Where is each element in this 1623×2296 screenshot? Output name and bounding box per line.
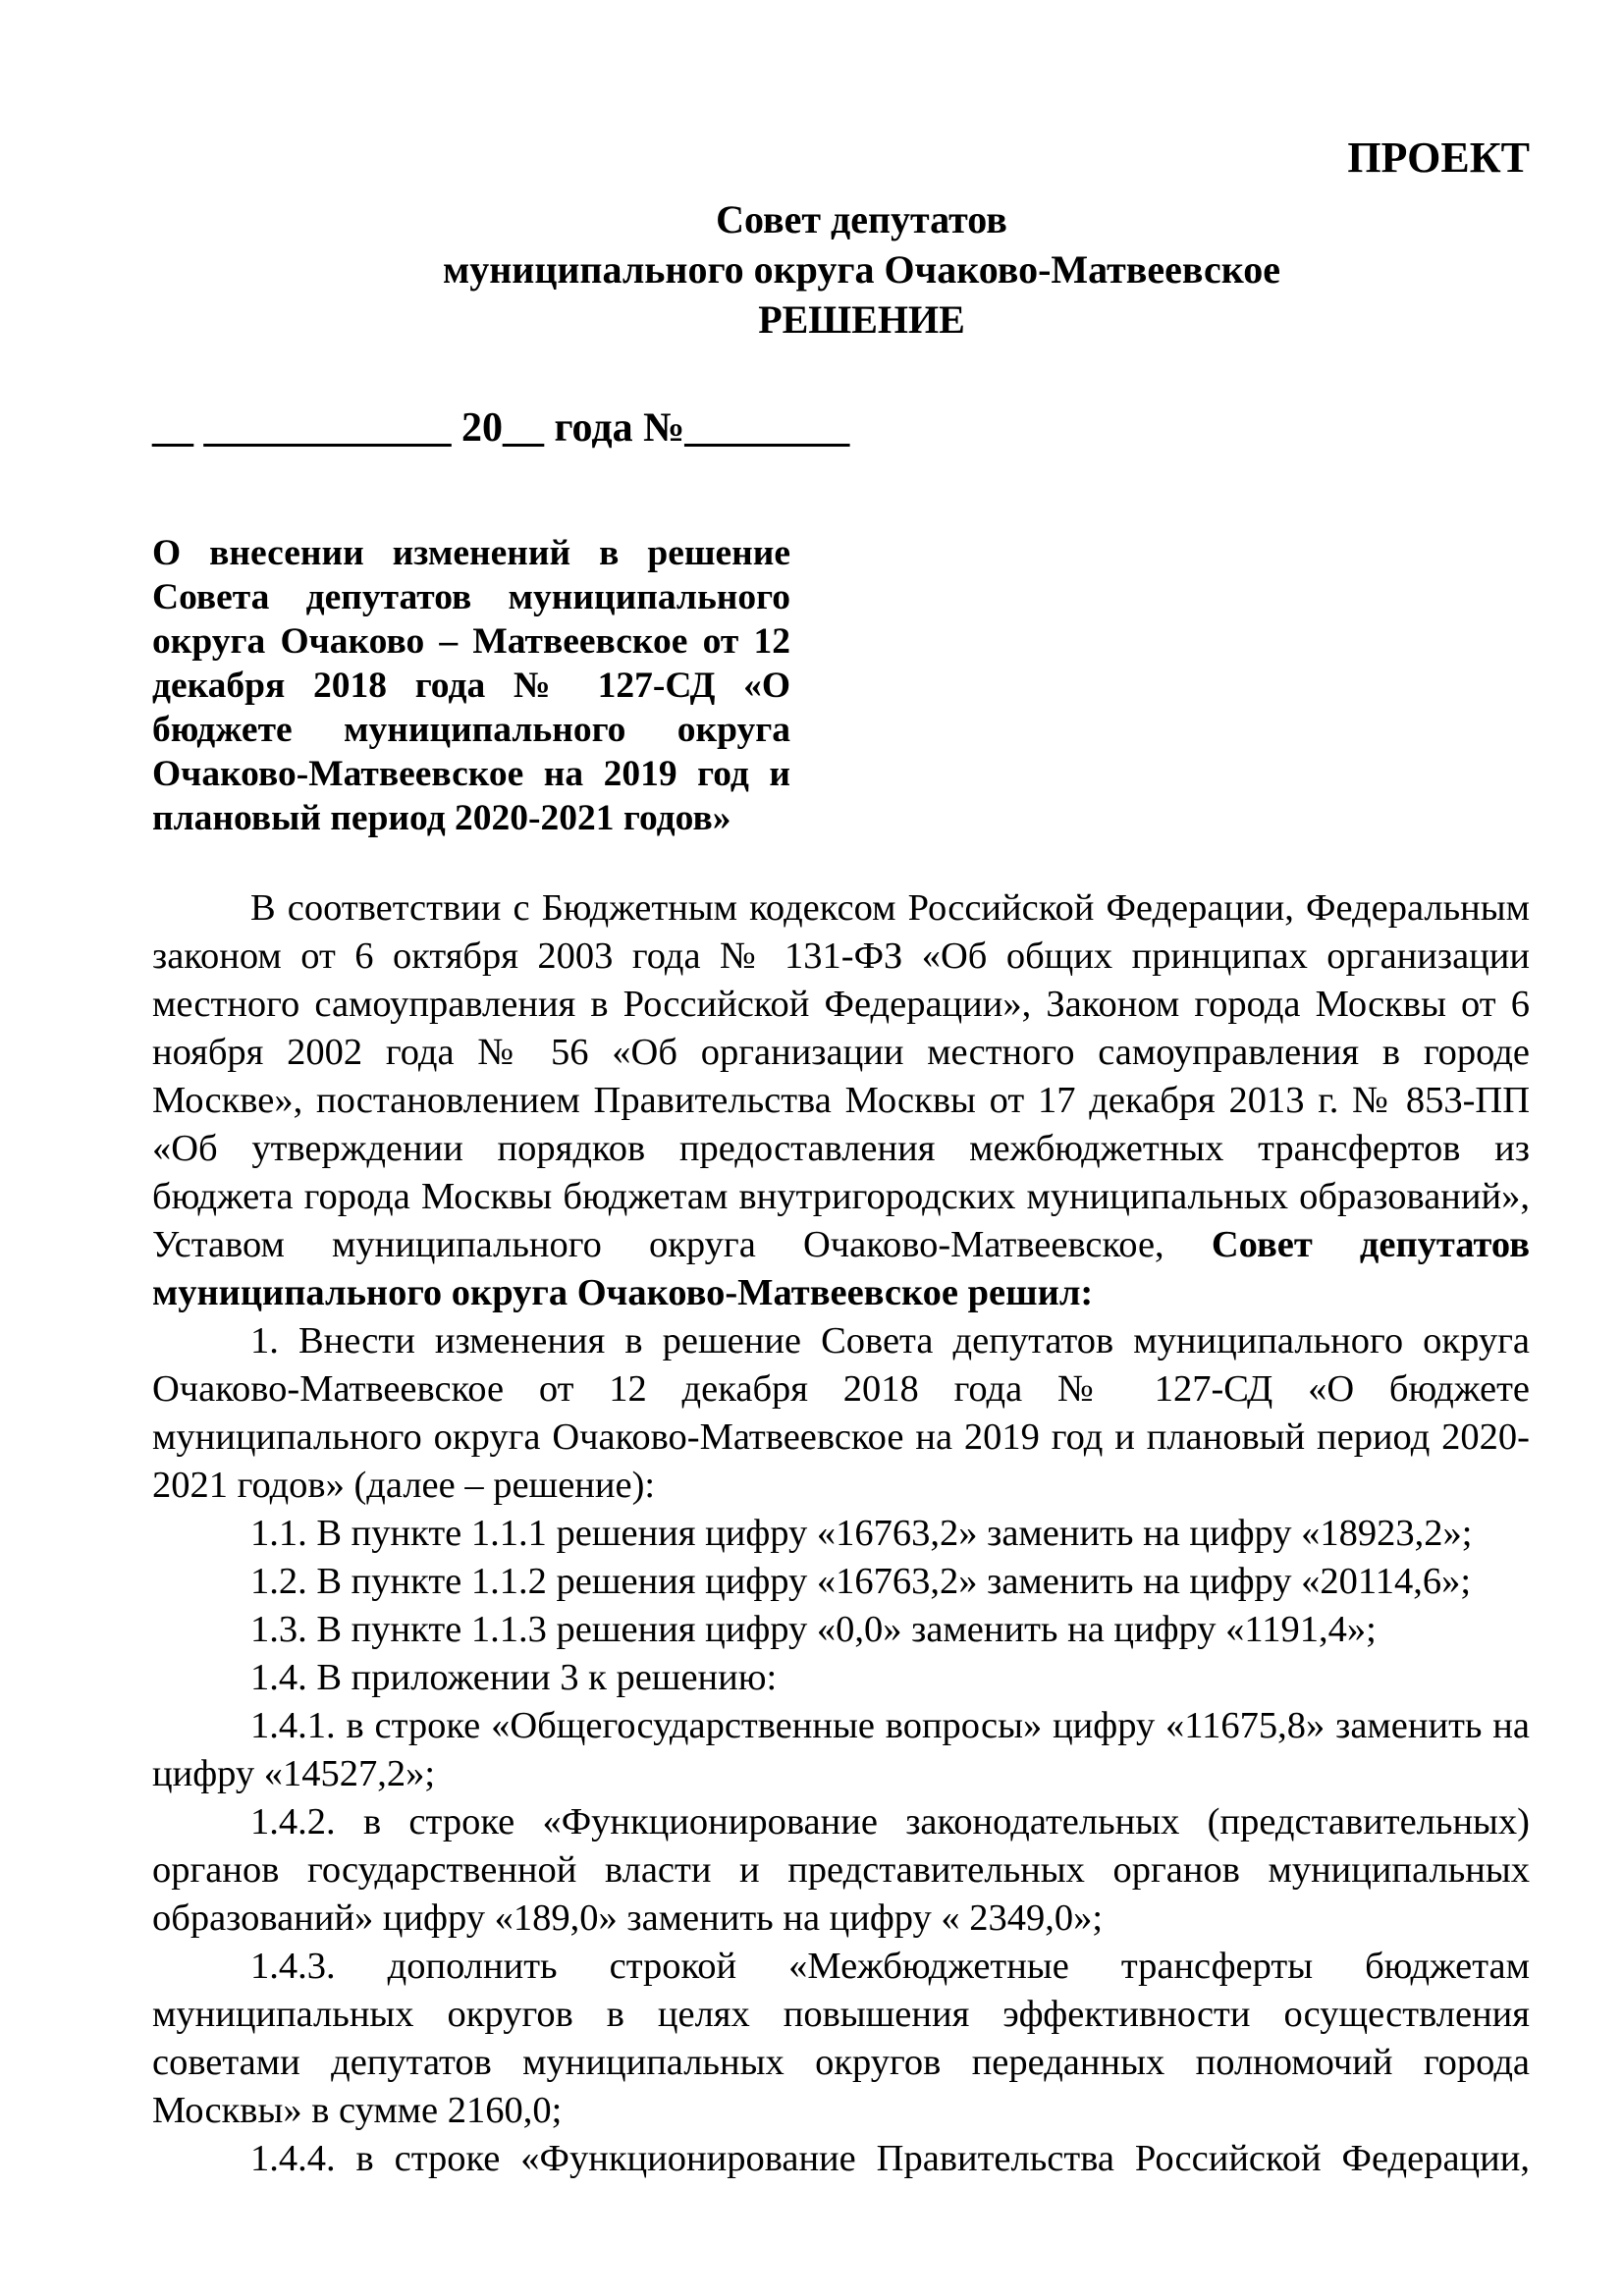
decision-title-line: Очаково-Матвеевское на 2019 год и — [152, 754, 790, 794]
preamble-resolution-clause: Совет депутатов муниципального округа Очаково-Матвеевское решил: — [152, 1224, 1530, 1313]
body-paragraph: 1.4.1. в строке «Общегосударственные вопросы» цифру «11675,8» заменить на цифру «14527,2»; — [152, 1705, 1530, 1794]
body-paragraph: 1.4. В приложении 3 к решению: — [250, 1657, 778, 1698]
decision-title-line: плановый период 2020-2021 годов» — [152, 798, 731, 838]
body-paragraphs — [152, 1317, 1530, 2183]
date-number-blank-line: __ ____________ 20__ года №________ — [152, 405, 850, 451]
body-paragraph: 1.4.4. в строке «Функционирование Правительства Российской Федерации, — [250, 2138, 1530, 2179]
organization-header-line: РЕШЕНИЕ — [758, 297, 965, 342]
decision-title-line: декабря 2018 года № 127-СД «О — [152, 666, 790, 706]
decision-title-line: Совета депутатов муниципального — [152, 577, 790, 617]
decision-body — [152, 884, 1530, 2183]
preamble-paragraph — [152, 884, 1530, 1317]
organization-header-line: Совет депутатов — [716, 197, 1007, 241]
body-paragraph: 1.3. В пункте 1.1.3 решения цифру «0,0» заменить на цифру «1191,4»; — [250, 1609, 1377, 1650]
document-content — [152, 0, 1530, 2183]
body-paragraph: 1.1. В пункте 1.1.1 решения цифру «16763,2» заменить на цифру «18923,2»; — [250, 1513, 1473, 1554]
body-paragraph: 1.4.3. дополнить строкой «Межбюджетные трансферты бюджетам муниципальных округов в целях повышения эффективности осуществления советами депутатов муниципальных округов переданных полномочий города Москвы» в сумме 2160,0; — [152, 1946, 1530, 2131]
preamble-text: В соответствии с Бюджетным кодексом Российской Федерации, Федеральным законом от 6 октября 2003 года № 131-ФЗ «Об общих принципах организации местного самоуправления в Российской Федерации», Законом города Москвы от 6 ноября 2002 года № 56 «Об организации местного самоуправления в городе Москве», постановлением Правительства Москвы от 17 декабря 2013 г. № 853-ПП «Об утверждении порядков предоставления межбюджетных трансфертов из бюджета города Москвы бюджетам внутригородских муниципальных образований», Уставом муниципального округа Очаково-Матвеевское, — [152, 887, 1530, 1265]
body-paragraph: 1.2. В пункте 1.1.2 решения цифру «16763,2» заменить на цифру «20114,6»; — [250, 1561, 1472, 1602]
decision-title-line: бюджете муниципального округа — [152, 710, 790, 750]
organization-header — [152, 194, 1530, 345]
body-paragraph: 1.4.2. в строке «Функционирование законодательных (представительных) органов государственной власти и представительных органов муниципальных образований» цифру «189,0» заменить на цифру « 2349,0»; — [152, 1801, 1530, 1939]
body-paragraph: 1. Внести изменения в решение Совета депутатов муниципального округа Очаково-Матвеевское от 12 декабря 2018 года № 127-СД «О бюджете муниципального округа Очаково-Матвеевское на 2019 год и плановый период 2020-2021 годов» (далее – решение): — [152, 1320, 1530, 1506]
organization-header-line: муниципального округа Очаково-Матвеевское — [442, 247, 1280, 292]
decision-title-line: О внесении изменений в решение — [152, 533, 790, 573]
decision-title — [152, 531, 790, 840]
draft-stamp: ПРОЕКТ — [1347, 133, 1530, 182]
decision-title-line: округа Очаково – Матвеевское от 12 — [152, 621, 790, 662]
